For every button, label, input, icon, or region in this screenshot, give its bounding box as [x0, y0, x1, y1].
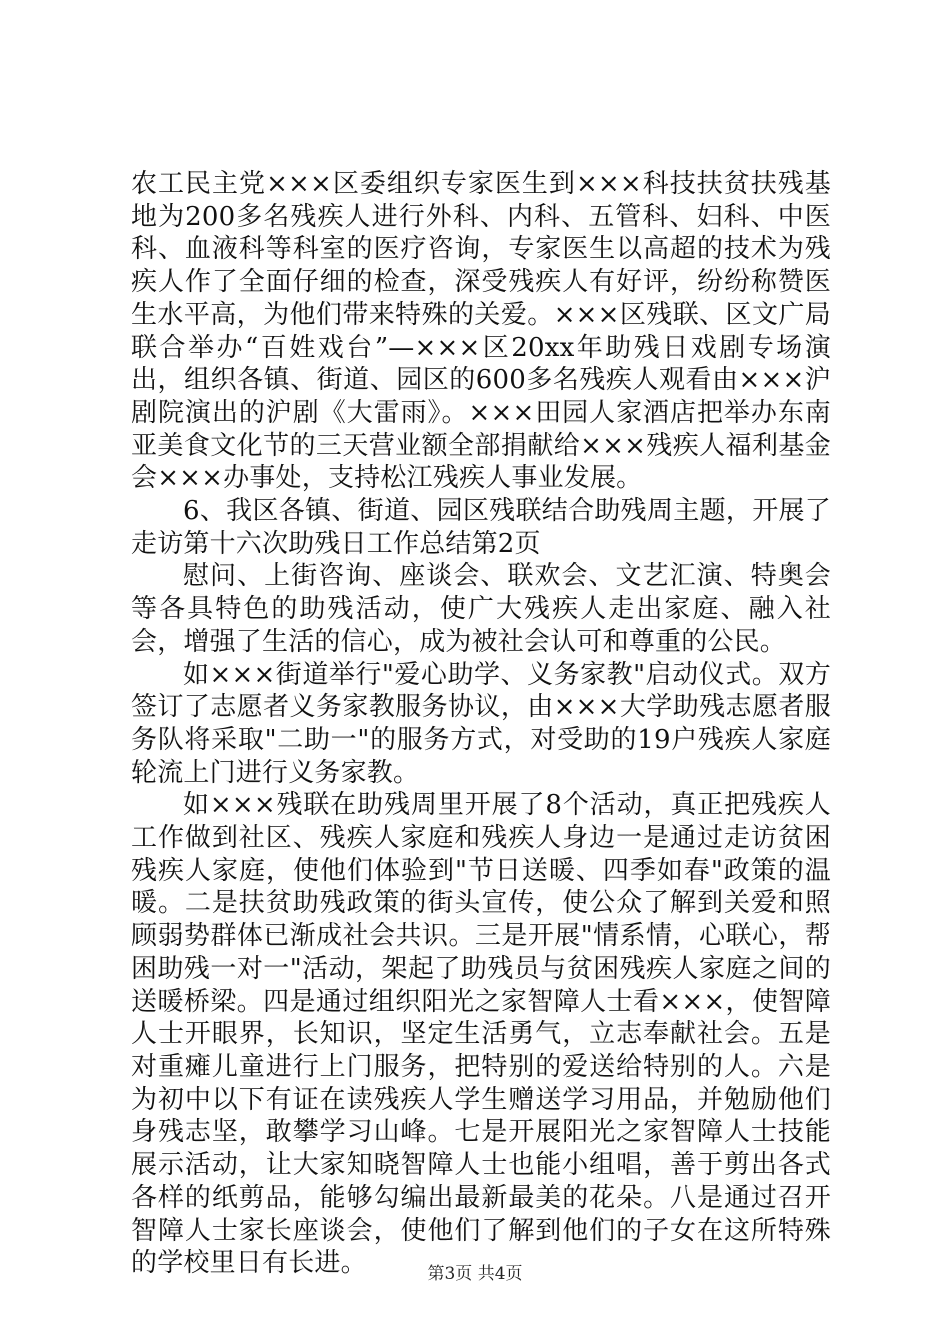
paragraph-medical-consultation: 农工民主党×××区委组织专家医生到×××科技扶贫扶残基地为200多名残疾人进行外科、内科、五管科、妇科、中医科、血液科等科室的医疗咨询，专家医生以高超的技术为残疾人作了全面仔细的检查，深受残疾人有好评，纷纷称赞医生水平高，为他们带来特殊的关爱。×××区残联、区文广局联合举办“百姓戏台”—×××区20xx年助残日戏剧专场演出，组织各镇、街道、园区的600多名残疾人观看由×××沪剧院演出的沪剧《大雷雨》。×××田园人家酒店把举办东南亚美食文化节的三天营业额全部捐献给×××残疾人福利基金会×××办事处，支持松江残疾人事业发展。 — [131, 169, 831, 494]
paragraph-item-6: 6、我区各镇、街道、园区残联结合助残周主题，开展了走访第十六次助残日工作总结第2页 — [131, 496, 831, 559]
paragraph-activities: 慰问、上街咨询、座谈会、联欢会、文艺汇演、特奥会等各具特色的助残活动，使广大残疾人走出家庭、融入社会，增强了生活的信心，成为被社会认可和尊重的公民。 — [131, 561, 831, 657]
document-body — [131, 168, 831, 1280]
paragraph-eight-activities: 如×××残联在助残周里开展了8个活动，真正把残疾人工作做到社区、残疾人家庭和残疾人身边一是通过走访贫困残疾人家庭，使他们体验到"节日送暖、四季如春"政策的温暖。二是扶贫助残政策的街头宣传，使公众了解到关爱和照顾弱势群体已渐成社会共识。三是开展"情系情，心联心，帮困助残一对一"活动，架起了助残员与贫困残疾人家庭之间的送暖桥梁。四是通过组织阳光之家智障人士看×××，使智障人士开眼界，长知识，坚定生活勇气，立志奉献社会。五是对重瘫儿童进行上门服务，把特别的爱送给特别的人。六是为初中以下有证在读残疾人学生赠送学习用品，并勉励他们身残志坚，敢攀学习山峰。七是开展阳光之家智障人士技能展示活动，让大家知晓智障人士也能小组唱，善于剪出各式各样的纸剪品，能够勾编出最新最美的花朵。八是通过召开智障人士家长座谈会，使他们了解到他们的子女在这所特殊的学校里日有长进。 — [131, 790, 831, 1279]
page-number-footer: 第3页 共4页 — [427, 1264, 523, 1284]
paragraph-street-tutoring: 如×××街道举行"爱心助学、义务家教"启动仪式。双方签订了志愿者义务家教服务协议，由×××大学助残志愿者服务队将采取"二助一"的服务方式，对受助的19户残疾人家庭轮流上门进行义务家教。 — [131, 659, 831, 788]
